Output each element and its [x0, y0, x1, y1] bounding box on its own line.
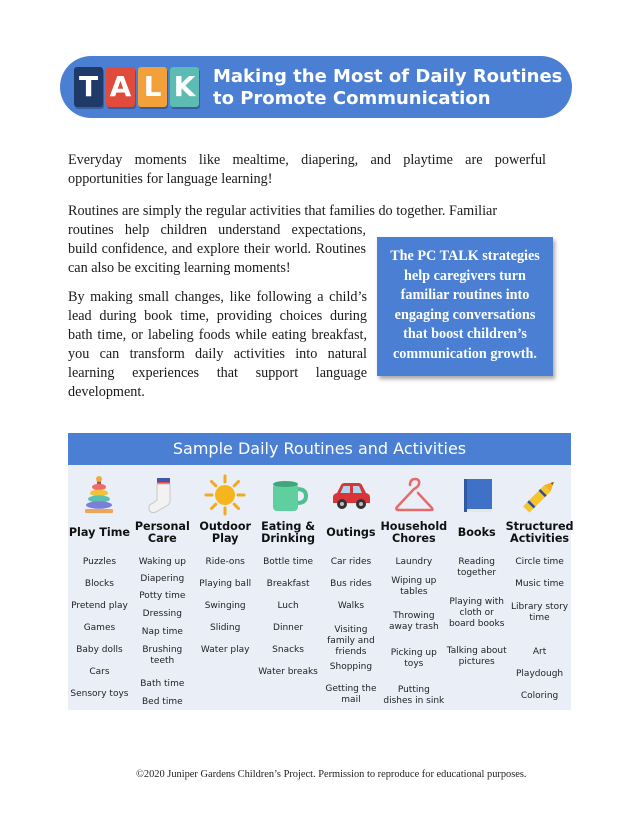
column-eating-drinking: [257, 465, 320, 710]
table-cell: Luch: [277, 601, 299, 611]
callout-box: The PC TALK strategies help caregivers turn familiar routines into engaging conversations that boost children’s communication growth.: [377, 237, 553, 376]
table-cell: Playing ball: [199, 579, 252, 589]
table-cell: Walks: [337, 601, 365, 611]
stacking-rings-icon: [77, 473, 121, 517]
table-cell: Pretend play: [71, 601, 128, 611]
table-cell: Throwing away trash: [388, 611, 439, 632]
table-cell: Laundry: [395, 557, 433, 567]
table-cell: Diapering: [140, 574, 185, 584]
page-title-line1: Making the Most of Daily Routines: [213, 66, 563, 87]
copyright-footer: ©2020 Juniper Gardens Children’s Project. Permission to reproduce for educational purposes.: [136, 769, 527, 780]
page-title-line2: to Promote Communication: [213, 88, 491, 109]
table-cell: Sensory toys: [70, 689, 129, 699]
table-cell: Sliding: [210, 623, 241, 633]
table-cell: Bus rides: [330, 579, 372, 589]
table-cell: Nap time: [141, 627, 183, 637]
column-header: Eating & Drinking: [261, 520, 316, 545]
table-cell: Shopping: [329, 662, 373, 672]
table-cell: Blocks: [84, 579, 114, 589]
table-cell: Getting the mail: [325, 684, 377, 705]
table-cell: Swinging: [204, 601, 246, 611]
column-header: Outings: [326, 526, 376, 539]
column-books: [445, 465, 508, 710]
table-cell: Dinner: [273, 623, 304, 633]
mug-icon: [266, 473, 310, 517]
column-header: Books: [457, 526, 496, 539]
table-cell: Art: [532, 647, 547, 657]
table-cell: Wiping up tables: [391, 576, 437, 597]
table-cell: Talking about pictures: [446, 646, 507, 667]
table-cell: Library story time: [511, 602, 569, 623]
table-cell: Water play: [200, 645, 250, 655]
table-cell: Reading together: [457, 557, 497, 578]
header-banner: [60, 56, 572, 118]
column-outdoor-play: [194, 465, 257, 710]
intro-paragraph-2-rest: routines help children understand expectations, build confidence, and explore their world. Routines can also be exciting learning moments!: [68, 222, 366, 276]
column-structured-activities: [505, 465, 574, 710]
crayon-icon: [518, 473, 562, 517]
sock-icon: [140, 473, 184, 517]
table-cell: Circle time: [515, 557, 564, 567]
column-header: Personal Care: [134, 520, 190, 545]
logo-block-k: K: [170, 67, 199, 107]
column-outings: [320, 465, 383, 710]
table-cell: Music time: [515, 579, 564, 589]
table-cell: Waking up: [138, 557, 186, 567]
logo-block-l: L: [138, 67, 167, 107]
hanger-icon: [392, 473, 436, 517]
column-header: Structured Activities: [505, 520, 574, 545]
column-header: Play Time: [68, 526, 130, 539]
table-cell: Bottle time: [263, 557, 314, 567]
table-cell: Dressing: [142, 609, 182, 619]
routines-table: [68, 433, 574, 710]
column-household-chores: [380, 465, 448, 710]
table-cell: Games: [83, 623, 116, 633]
intro-paragraph-1: Everyday moments like mealtime, diapering, and playtime are powerful opportunities for language learning!: [68, 152, 546, 187]
table-cell: Cars: [89, 667, 110, 677]
table-cell: Puzzles: [82, 557, 117, 567]
column-header: Household Chores: [380, 520, 448, 545]
logo-block-a: A: [106, 67, 135, 107]
table-cell: Breakfast: [266, 579, 310, 589]
logo-block-t: T: [74, 67, 103, 107]
table-cell: Putting dishes in sink: [383, 685, 445, 706]
intro-paragraph-2-line1: Routines are simply the regular activities that families do together. Familiar: [68, 203, 498, 219]
talk-logo: [74, 67, 199, 107]
table-cell: Visiting family and friends: [327, 625, 375, 657]
column-header: Outdoor Play: [199, 520, 252, 545]
table-cell: Picking up toys: [390, 648, 437, 669]
table-cell: Brushing teeth: [142, 645, 183, 666]
page-title: [213, 66, 562, 110]
table-cell: Water breaks: [258, 667, 318, 677]
intro-paragraph-3: By making small changes, like following a child’s lead during book time, providing choices during bath time, or labeling foods while eating breakfast, you can transform daily activities into natural learning experiences that support language development.: [68, 289, 367, 400]
table-cell: Snacks: [272, 645, 304, 655]
table-title: Sample Daily Routines and Activities: [68, 433, 571, 465]
column-play-time: [68, 465, 131, 710]
table-cell: Car rides: [330, 557, 372, 567]
car-icon: [329, 473, 373, 517]
sun-icon: [203, 473, 247, 517]
table-cell: Playing with cloth or board books: [448, 597, 505, 629]
table-cell: Potty time: [139, 591, 186, 601]
table-cell: Bath time: [140, 679, 185, 689]
table-cell: Coloring: [520, 691, 559, 701]
book-icon: [455, 473, 499, 517]
table-cell: Playdough: [516, 669, 564, 679]
table-cell: Bed time: [142, 697, 183, 707]
column-personal-care: [131, 465, 194, 710]
table-cell: Ride-ons: [205, 557, 245, 567]
table-body: [68, 465, 574, 710]
table-cell: Baby dolls: [76, 645, 123, 655]
